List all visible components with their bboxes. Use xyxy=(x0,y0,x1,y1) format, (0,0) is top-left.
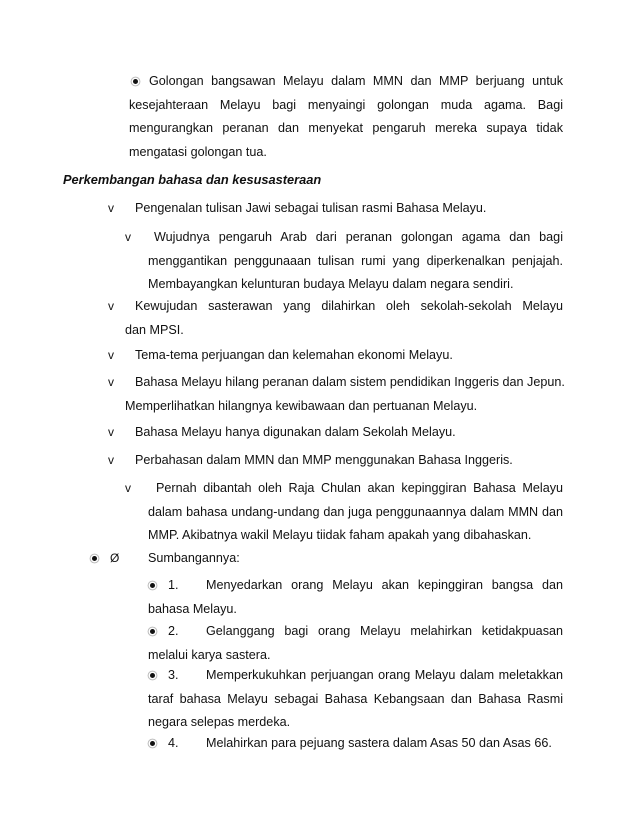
v-marker-icon: v xyxy=(108,348,114,362)
o-marker-icon: Ø xyxy=(110,551,120,565)
point-text: Memperkukuhkan perjuangan orang Melayu dalam meletakkan xyxy=(206,668,563,682)
list-item xyxy=(148,477,563,548)
bullet-dot-icon xyxy=(92,556,97,561)
v-marker-icon: v xyxy=(108,201,114,215)
v-marker-icon: v xyxy=(125,481,131,495)
paragraph-line: kesejahteraan Melayu bagi menyaingi golongan muda agama. Bagi xyxy=(129,97,563,112)
list-item xyxy=(135,421,563,445)
contribution-point xyxy=(148,732,563,756)
list-item-line: Wujudnya pengaruh Arab dari peranan golongan agama dan bagi xyxy=(154,230,563,244)
list-item xyxy=(135,197,563,221)
v-marker-icon: v xyxy=(108,299,114,313)
list-item xyxy=(135,344,563,368)
point-text: Melahirkan para pejuang sastera dalam Asas 50 dan Asas 66. xyxy=(206,736,552,750)
point-line: bahasa Melayu. xyxy=(148,601,237,616)
list-item-line: Tema-tema perjuangan dan kelemahan ekonomi Melayu. xyxy=(135,348,453,362)
point-number: 2. xyxy=(168,624,179,638)
v-marker-icon: v xyxy=(108,453,114,467)
point-line xyxy=(148,620,563,644)
paragraph-line: mengurangkan peranan dan menyekat pengaruh mereka supaya tidak xyxy=(129,121,563,135)
top-bullet-paragraph xyxy=(129,70,563,164)
list-item-line: dalam bahasa undang-undang dan juga penggunaannya dalam MMN dan xyxy=(148,504,563,519)
list-item-line: Bahasa Melayu hilang peranan dalam sistem pendidikan Inggeris dan Jepun. xyxy=(135,375,565,389)
point-number: 3. xyxy=(168,668,179,682)
list-item xyxy=(135,449,563,473)
list-item-line: Pernah dibantah oleh Raja Chulan akan kepinggiran Bahasa Melayu xyxy=(156,481,563,495)
point-text: Gelanggang bagi orang Melayu melahirkan ketidakpuasan xyxy=(206,624,563,638)
v-marker-icon: v xyxy=(108,375,114,389)
section-heading: Perkembangan bahasa dan kesusasteraan xyxy=(63,172,322,187)
contribution-title-text: Sumbangannya: xyxy=(148,551,240,565)
list-item-line: Membayangkan kelunturan budaya Melayu dalam negara sendiri. xyxy=(148,277,514,291)
list-item-line: Kewujudan sasterawan yang dilahirkan oleh sekolah-sekolah Melayu xyxy=(135,299,563,313)
list-item-line: menggantikan penggunaaan tulisan rumi yang diperkenalkan penjajah. xyxy=(148,253,563,268)
list-item xyxy=(148,226,563,297)
point-line: taraf bahasa Melayu sebagai Bahasa Kebangsaan dan Bahasa Rasmi xyxy=(148,691,563,706)
list-item xyxy=(125,371,563,418)
contribution-title xyxy=(148,547,563,571)
contribution-point xyxy=(148,620,563,667)
point-line: negara selepas merdeka. xyxy=(148,715,291,729)
point-line xyxy=(148,732,563,756)
list-item-line: Memperlihatkan hilangnya kewibawaan dan pertuanan Melayu. xyxy=(125,398,478,413)
contribution-point xyxy=(148,664,563,735)
paragraph-line: Golongan bangsawan Melayu dalam MMN dan MMP berjuang untuk xyxy=(149,74,563,88)
list-item-line: Perbahasan dalam MMN dan MMP menggunakan Bahasa Inggeris. xyxy=(135,453,513,467)
point-number: 4. xyxy=(168,736,179,750)
point-line xyxy=(148,574,563,598)
v-marker-icon: v xyxy=(125,230,131,244)
contribution-point xyxy=(148,574,563,621)
paragraph-line: mengatasi golongan tua. xyxy=(129,144,267,159)
point-number: 1. xyxy=(168,578,179,592)
list-item-line: Bahasa Melayu hanya digunakan dalam Sekolah Melayu. xyxy=(135,425,456,439)
point-line: melalui karya sastera. xyxy=(148,647,271,662)
list-item-line: dan MPSI. xyxy=(125,322,184,337)
list-item-line: MMP. Akibatnya wakil Melayu tiidak faham apakah yang dibahaskan. xyxy=(148,528,532,542)
list-item-line: Pengenalan tulisan Jawi sebagai tulisan rasmi Bahasa Melayu. xyxy=(135,201,487,215)
list-item xyxy=(125,295,563,342)
point-line xyxy=(148,664,563,688)
v-marker-icon: v xyxy=(108,425,114,439)
point-text: Menyedarkan orang Melayu akan kepinggiran bangsa dan xyxy=(206,578,563,592)
